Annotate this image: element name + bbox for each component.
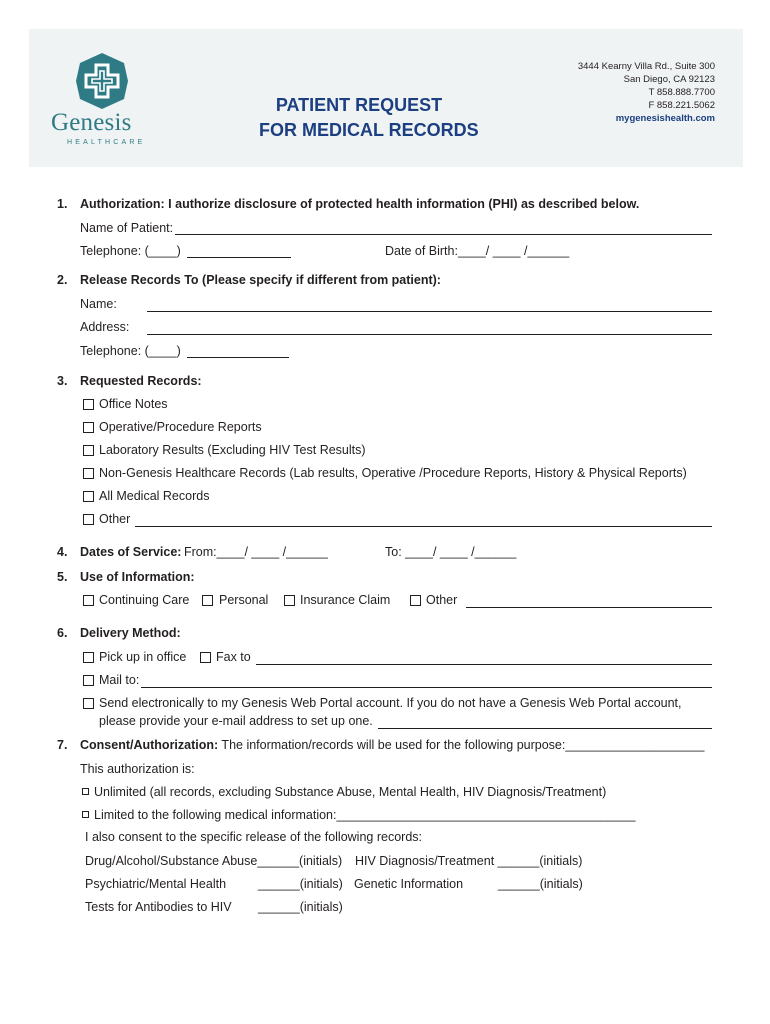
section-7-number: 7. xyxy=(57,738,68,752)
patient-telephone-label: Telephone: (____) xyxy=(80,244,181,258)
authorization-is-label: This authorization is: xyxy=(80,762,195,776)
drug-alcohol-initials[interactable]: Drug/Alcohol/Substance Abuse______(initials) xyxy=(85,854,343,868)
office-notes-label: Office Notes xyxy=(99,397,168,411)
continuing-care-checkbox[interactable] xyxy=(83,595,94,606)
section-1-number: 1. xyxy=(57,197,68,211)
patient-telephone-field[interactable] xyxy=(187,257,291,258)
logo-subtitle: HEALTHCARE xyxy=(67,139,146,146)
all-medical-records-checkbox[interactable] xyxy=(83,491,94,502)
psychiatric-label: Psychiatric/Mental Health xyxy=(85,877,227,891)
city-state-zip: San Diego, CA 92123 xyxy=(623,74,715,85)
mail-label: Mail to: xyxy=(99,673,140,687)
electronic-label-line2: please provide your e-mail address to set up one. xyxy=(99,714,373,728)
patient-name-field[interactable] xyxy=(175,234,712,235)
continuing-care-label: Continuing Care xyxy=(99,593,190,607)
unlimited-option[interactable] xyxy=(82,785,606,799)
insurance-claim-label: Insurance Claim xyxy=(300,593,391,607)
lab-results-label: Laboratory Results (Excluding HIV Test Results) xyxy=(99,443,366,457)
genetic-label: Genetic Information xyxy=(354,877,464,891)
form-header xyxy=(29,29,743,167)
pickup-label: Pick up in office xyxy=(99,650,187,664)
release-name-field[interactable] xyxy=(147,311,712,312)
antibodies-initials[interactable]: ______(initials) xyxy=(258,900,343,914)
electronic-label: Send electronically to my Genesis Web Portal account. If you do not have a Genesis Web Portal account, xyxy=(99,696,682,710)
fax-number: F 858.221.5062 xyxy=(648,100,715,111)
section-1-heading: Authorization: I authorize disclosure of protected health information (PHI) as described below. xyxy=(80,197,640,211)
section-2-heading: Release Records To (Please specify if different from patient): xyxy=(80,273,441,287)
mail-checkbox[interactable] xyxy=(83,675,94,686)
non-genesis-records-label: Non-Genesis Healthcare Records (Lab results, Operative /Procedure Reports, History & Physical Reports) xyxy=(99,466,687,480)
page-title: PATIENT REQUEST FOR MEDICAL RECORDS xyxy=(259,95,479,140)
section-4-heading: Dates of Service: xyxy=(80,545,182,559)
date-of-birth-label[interactable]: Date of Birth:____/ ____ /______ xyxy=(385,244,570,258)
other-use-field[interactable] xyxy=(466,607,712,608)
logo-wordmark: Genesis xyxy=(51,109,132,136)
personal-label: Personal xyxy=(219,593,269,607)
fax-number-field[interactable] xyxy=(256,664,712,665)
contact-block xyxy=(578,60,715,125)
other-records-field[interactable] xyxy=(135,526,712,527)
office-notes-checkbox[interactable] xyxy=(83,399,94,410)
street-address: 3444 Kearny Villa Rd., Suite 300 xyxy=(577,61,715,72)
section-5-number: 5. xyxy=(57,570,68,584)
section-6-number: 6. xyxy=(57,626,68,640)
other-records-label: Other xyxy=(99,512,131,526)
psychiatric-initials[interactable]: ______(initials) xyxy=(258,877,343,891)
website-link[interactable]: mygenesishealth.com xyxy=(615,113,715,124)
non-genesis-records-checkbox[interactable] xyxy=(83,468,94,479)
dates-from-field[interactable]: From:____/ ____ /______ xyxy=(184,545,328,559)
insurance-claim-checkbox[interactable] xyxy=(284,595,295,606)
fax-label: Fax to xyxy=(216,650,251,664)
limited-option[interactable] xyxy=(82,808,635,822)
other-use-checkbox[interactable] xyxy=(410,595,421,606)
phone-number: T 858.888.7700 xyxy=(648,87,715,98)
section-3-heading: Requested Records: xyxy=(80,374,202,388)
release-telephone-label: Telephone: (____) xyxy=(80,344,181,358)
mail-address-field[interactable] xyxy=(141,687,712,688)
operative-reports-checkbox[interactable] xyxy=(83,422,94,433)
patient-name-label: Name of Patient: xyxy=(80,221,174,235)
electronic-checkbox[interactable] xyxy=(83,698,94,709)
section-4-number: 4. xyxy=(57,545,68,559)
unlimited-label: Unlimited (all records, excluding Substance Abuse, Mental Health, HIV Diagnosis/Treatment) xyxy=(94,785,607,799)
release-telephone-field[interactable] xyxy=(187,357,289,358)
section-2-number: 2. xyxy=(57,273,68,287)
email-address-field[interactable] xyxy=(378,728,712,729)
consent-purpose-line[interactable] xyxy=(80,738,704,752)
section-5-heading: Use of Information: xyxy=(80,570,195,584)
limited-checkbox[interactable] xyxy=(82,811,89,818)
hiv-diagnosis-initials[interactable]: HIV Diagnosis/Treatment ______(initials) xyxy=(355,854,583,868)
antibodies-label: Tests for Antibodies to HIV xyxy=(85,900,232,914)
release-address-field[interactable] xyxy=(147,334,712,335)
personal-checkbox[interactable] xyxy=(202,595,213,606)
release-name-label: Name: xyxy=(80,297,117,311)
operative-reports-label: Operative/Procedure Reports xyxy=(99,420,262,434)
purpose-text: The information/records will be used for the following purpose:____________________ xyxy=(218,738,705,752)
fax-checkbox[interactable] xyxy=(200,652,211,663)
genetic-initials[interactable]: ______(initials) xyxy=(498,877,583,891)
other-use-label: Other xyxy=(426,593,458,607)
lab-results-checkbox[interactable] xyxy=(83,445,94,456)
section-3-number: 3. xyxy=(57,374,68,388)
pickup-checkbox[interactable] xyxy=(83,652,94,663)
unlimited-checkbox[interactable] xyxy=(82,788,89,795)
section-7-heading: Consent/Authorization: xyxy=(80,738,219,752)
limited-label: Limited to the following medical information:___________________________________________ xyxy=(94,808,636,822)
consent-statement: I also consent to the specific release of the following records: xyxy=(85,830,422,844)
section-6-heading: Delivery Method: xyxy=(80,626,181,640)
all-medical-records-label: All Medical Records xyxy=(99,489,210,503)
release-address-label: Address: xyxy=(80,320,130,334)
dates-to-field[interactable]: To: ____/ ____ /______ xyxy=(385,545,517,559)
genesis-logo-icon xyxy=(74,51,130,111)
other-records-checkbox[interactable] xyxy=(83,514,94,525)
